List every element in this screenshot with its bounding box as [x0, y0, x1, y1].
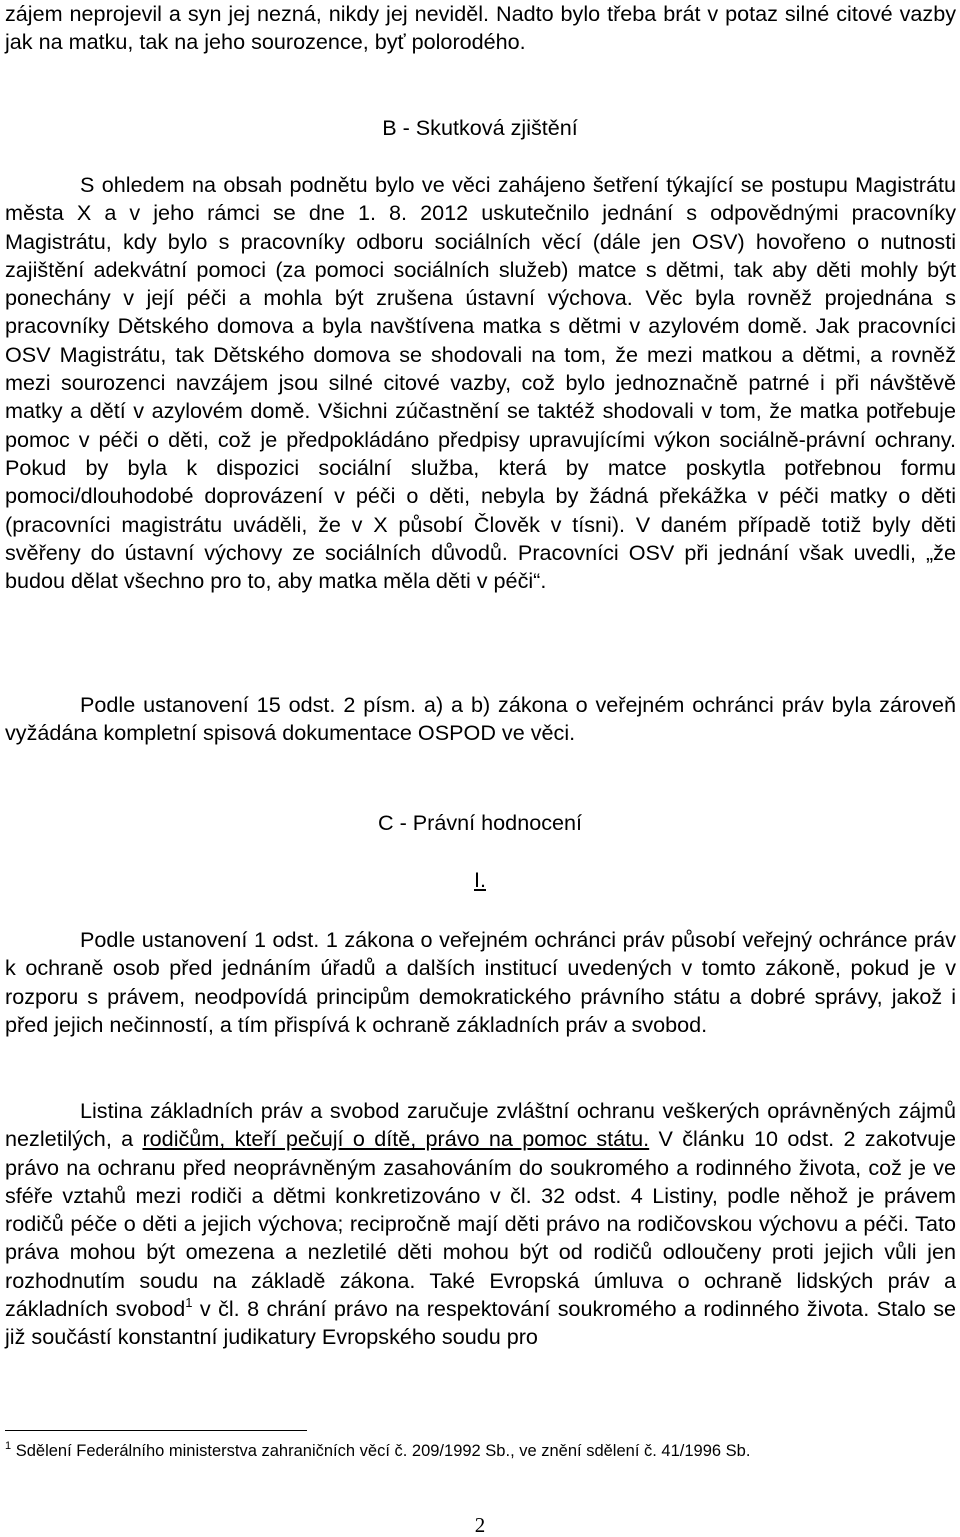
- paragraph-file-request: [5, 691, 956, 748]
- footnote-separator: [5, 1430, 307, 1431]
- paragraph-charter-underlined: rodičům, kteří pečují o dítě, právo na pomoc státu.: [142, 1126, 650, 1152]
- section-heading-c: C - Právní hodnocení: [377, 810, 583, 835]
- footnote-number: 1: [5, 1440, 12, 1452]
- paragraph-findings-text: S ohledem na obsah podnětu bylo ve věci zahájeno šetření týkající se postupu Magistrátu města X a v jeho rámci se dne 1. 8. 2012 uskutečnilo jednání s odpovědnými pracovníky Magistrátu, kdy bylo s pracovníky odboru sociálních věcí (dále jen OSV) hovořeno o nutnosti zajištění adekvátní pomoci (za pomoci sociálních služeb) matce s dětmi, tak aby děti mohly být ponechány v její péči a mohla být zrušena ústavní výchova. Věc byla rovněž projednána s pracovníky Dětského domova a byla navštívena matka s dětmi v azylovém domě. Jak pracovníci OSV Magistrátu, tak Dětského domova se shodovali na tom, že mezi matkou a dětmi, a rovněž mezi sourozenci navzájem jsou silné citové vazby, což bylo jednoznačně patrné i při návštěvě matky a dětí v azylovém domě. Všichni zúčastnění se taktéž shodovali v tom, že matka potřebuje pomoc v péči o děti, což je předpokládáno předpisy upravujícími výkon sociálně-právní ochrany. Pokud by byla k dispozici sociální služba, která by matce poskytla potřebnou formu pomoci/dlouhodobé doprovázení v péči o děti, nebyla by žádná překážka v péči matky o děti (pracovníci magistrátu uváděli, že v X působí Člověk v tísni). V daném případě totiž byly děti svěřeny do ústavní výchovy ze sociálních důvodů. Pracovníci OSV při jednání však uvedli, „že budou dělat všechno pro to, aby matka měla děti v péči“.: [5, 172, 956, 594]
- paragraph-charter-text-b: V článku 10 odst. 2 zakotvuje právo na ochranu před neoprávněným zasahováním do soukromého a rodinného života, což je ve sféře vztahů mezi rodiči a dětmi konkretizováno v čl. 32 odst. 4 Listiny, podle něhož je právem rodičů péče o děti a jejich výchova; recipročně mají děti právo na rodičovskou výchovu a péči. Tato práva mohou být omezena a nezletilé děti mohou být od rodičů odloučeny proti jejich vůli jen rozhodnutím soudu na základě zákona. Také Evropská úmluva o ochraně lidských práv a základních svobod: [5, 1126, 957, 1322]
- paragraph-ombudsman-mandate: [5, 926, 956, 1039]
- footnote-text: Sdělení Federálního ministerstva zahraničních věcí č. 209/1992 Sb., ve znění sdělení č. 41/1996 Sb.: [11, 1442, 751, 1460]
- footnote-reference[interactable]: 1: [185, 1295, 193, 1311]
- footnote: [5, 1441, 956, 1461]
- section-heading-b: B - Skutková zjištění: [382, 115, 578, 140]
- page-number: 2: [474, 1513, 486, 1537]
- paragraph-file-request-text: Podle ustanovení 15 odst. 2 písm. a) a b) zákona o veřejném ochránci práv byla zároveň vyžádána kompletní spisová dokumentace OSPOD ve věci.: [5, 692, 956, 746]
- section-c-part-number: I.: [474, 867, 486, 892]
- paragraph-charter: [5, 1097, 956, 1352]
- paragraph-charter-text-a: Listina základních práv a svobod zaručuje zvláštní ochranu veškerých oprávněných zájmů nezletilých, a: [5, 1098, 956, 1152]
- paragraph-findings: [5, 171, 956, 595]
- paragraph-charter-text-c: v čl. 8 chrání právo na respektování soukromého a rodinného života. Stalo se již součástí konstantní judikatury Evropského soudu pro: [5, 1296, 956, 1350]
- paragraph-ombudsman-mandate-text: Podle ustanovení 1 odst. 1 zákona o veřejném ochránci práv působí veřejný ochránce práv k ochraně osob před jednáním úřadů a dalších institucí uvedených v tomto zákoně, pokud je v rozporu s právem, neodpovídá principům demokratického právního státu a dobré správy, jakož i před jejich nečinností, a tím přispívá k ochraně základních práv a svobod.: [5, 927, 956, 1037]
- paragraph-intro-continuation: zájem neprojevil a syn jej nezná, nikdy jej neviděl. Nadto bylo třeba brát v potaz silné citové vazby jak na matku, tak na jeho sourozence, byť polorodého.: [5, 1, 956, 55]
